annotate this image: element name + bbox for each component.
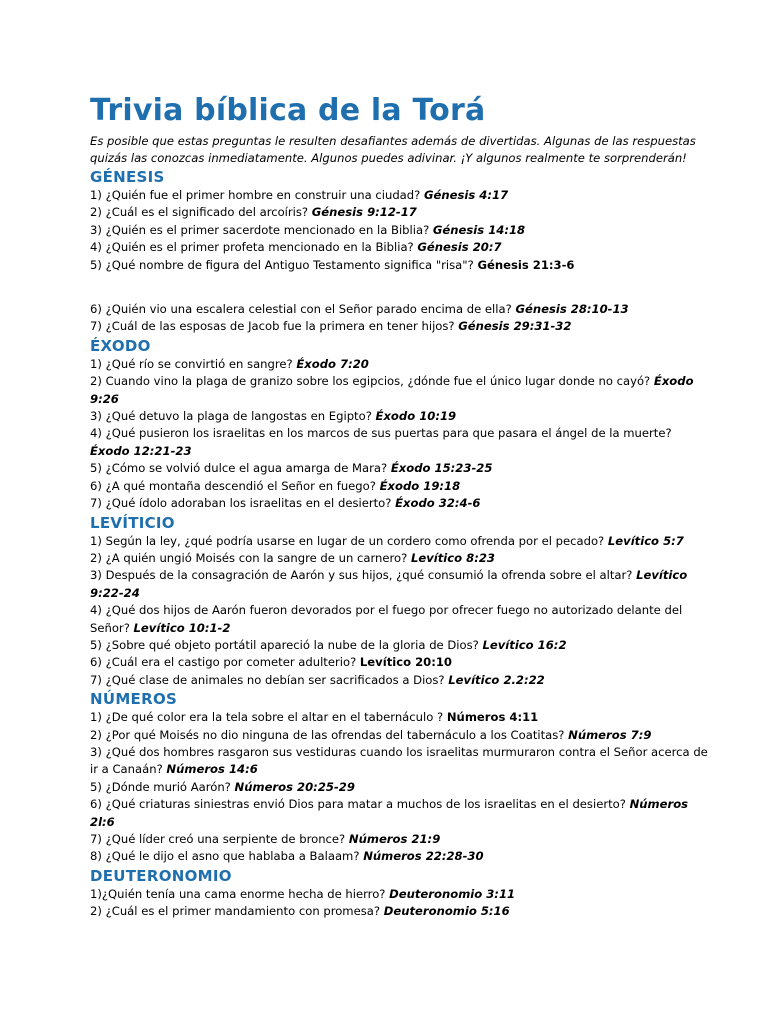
question-item [90,301,708,318]
question-item [90,831,708,848]
question-list-levitico [90,533,708,690]
question-item [90,257,708,274]
section-heading-levitico: LEVÍTICIO [90,513,175,532]
question-item [90,654,708,671]
scripture-reference: Génesis 9:12-17 [311,205,417,220]
question-text: 2) ¿Cuál es el primer mandamiento con promesa? [90,904,384,919]
scripture-reference: Números 14:6 [166,762,258,777]
scripture-reference: Números 21:9 [348,832,441,846]
section-heading-numeros: NÚMEROS [90,690,178,709]
scripture-reference: Números 7:9 [568,727,652,742]
question-item [90,567,708,602]
scripture-reference: Génesis 21:3-6 [477,257,575,272]
question-item [90,204,708,221]
question-item [90,460,708,477]
question-item [90,903,708,920]
question-text: 6) ¿Cuál era el castigo por cometer adulterio? [90,655,360,670]
scripture-reference: Levítico 20:10 [359,655,452,670]
question-item [90,495,708,512]
question-item [90,886,708,903]
scripture-reference: Éxodo 12:21-23 [90,443,192,458]
question-item [90,425,708,460]
document-title: Trivia bíblica de la Torá [90,93,486,128]
scripture-reference: Éxodo 7:20 [296,356,369,371]
scripture-reference: Éxodo 19:18 [379,478,461,493]
question-item [90,796,708,831]
question-item [90,318,708,335]
scripture-reference: Génesis 4:17 [423,188,509,202]
question-text: 6) ¿Qué criaturas siniestras envió Dios para matar a muchos de los israelitas en el desierto? [90,797,630,812]
scripture-reference: Levítico 2.2:22 [448,672,545,687]
question-text: 2) ¿Cuál es el significado del arcoíris? [90,205,312,220]
question-text: 3) ¿Quién es el primer sacerdote mencionado en la Biblia? [90,222,433,237]
question-item [90,848,708,865]
question-text: 2) ¿Por qué Moisés no dio ninguna de las ofrendas del tabernáculo a los Coatitas? [90,727,569,742]
question-text: 5) ¿Sobre qué objeto portátil apareció la nube de la gloria de Dios? [90,637,483,652]
section-heading-exodo: ÉXODO [90,336,151,355]
question-text: 2) Cuando vino la plaga de granizo sobre los egipcios, ¿dónde fue el único lugar donde no cayó? [90,374,654,389]
question-text: 7) ¿Qué clase de animales no debían ser sacrificados a Dios? [90,672,449,687]
question-text: 7) ¿Qué ídolo adoraban los israelitas en el desierto? [90,496,396,511]
question-item [90,239,708,256]
blank-line [90,274,708,301]
scripture-reference: Génesis 14:18 [432,222,526,237]
scripture-reference: Números 2l:6 [90,797,689,829]
question-item [90,744,708,779]
scripture-reference: Éxodo 9:26 [90,374,694,406]
question-item [90,779,708,796]
question-item [90,637,708,654]
question-text: 5) ¿Dónde murió Aarón? [90,779,235,794]
question-item [90,356,708,373]
question-item [90,672,708,689]
question-text: 1) Según la ley, ¿qué podría usarse en lugar de un cordero como ofrenda por el pecado? [90,533,608,548]
question-item [90,373,708,408]
scripture-reference: Números 22:28-30 [363,849,484,864]
scripture-reference: Génesis 29:31-32 [458,319,572,334]
question-text: 1) ¿Quién fue el primer hombre en construir una ciudad? [90,188,424,202]
question-text: 7) ¿Qué líder creó una serpiente de bronce? [90,832,349,846]
question-text: 3) ¿Qué dos hombres rasgaron sus vestiduras cuando los israelitas murmuraron contra el Señor acerca de ir a Canaán? [90,744,708,777]
question-text: 6) ¿A qué montaña descendió el Señor en fuego? [90,478,380,493]
scripture-reference: Deuteronomio 5:16 [383,904,510,919]
question-item [90,478,708,495]
question-text: 1)¿Quién tenía una cama enorme hecha de hierro? [90,886,390,901]
question-item [90,602,708,637]
question-text: 1) ¿Qué río se convirtió en sangre? [90,356,297,371]
question-text: 3) Después de la consagración de Aarón y sus hijos, ¿qué consumió la ofrenda sobre el altar? [90,568,637,583]
scripture-reference: Levítico 16:2 [482,637,567,652]
question-text: 7) ¿Cuál de las esposas de Jacob fue la primera en tener hijos? [90,319,459,334]
question-text: 6) ¿Quién vio una escalera celestial con el Señor parado encima de ella? [90,302,516,317]
question-list-numeros [90,709,708,866]
scripture-reference: Génesis 28:10-13 [515,302,629,317]
question-text: 4) ¿Quién es el primer profeta mencionado en la Biblia? [90,240,418,255]
question-item [90,533,708,550]
question-item [90,187,708,204]
scripture-reference: Números 20:25-29 [234,779,355,794]
question-text: 2) ¿A quién ungió Moisés con la sangre de un carnero? [90,550,411,565]
scripture-reference: Números 4:11 [446,710,539,725]
question-item [90,709,708,726]
scripture-reference: Éxodo 15:23-25 [390,461,493,476]
question-text: 5) ¿Cómo se volvió dulce el agua amarga de Mara? [90,461,391,476]
section-heading-deuteronomio: DEUTERONOMIO [90,866,232,885]
question-text: 4) ¿Qué pusieron los israelitas en los marcos de sus puertas para que pasara el ángel de la muerte? [90,426,672,441]
intro-paragraph: Es posible que estas preguntas le resulten desafiantes además de divertidas. Algunas de las respuestas quizás las conozcas inmediatamente. Algunos puedes adivinar. ¡Y algunos realmente te sorprenderán! [90,134,696,165]
question-text: 3) ¿Qué detuvo la plaga de langostas en Egipto? [90,409,376,424]
scripture-reference: Levítico 10:1-2 [133,620,231,635]
question-list-deuteronomio [90,886,708,921]
question-item [90,408,708,425]
question-item [90,550,708,567]
question-text: 8) ¿Qué le dijo el asno que hablaba a Balaam? [90,849,364,864]
question-list-exodo [90,356,708,513]
scripture-reference: Génesis 20:7 [417,240,502,255]
scripture-reference: Levítico 9:22-24 [90,568,688,600]
question-item [90,222,708,239]
question-text: 5) ¿Qué nombre de figura del Antiguo Testamento significa "risa"? [90,257,478,272]
question-text: 4) ¿Qué dos hijos de Aarón fueron devorados por el fuego por ofrecer fuego no autorizado delante del Señor? [90,603,683,635]
scripture-reference: Levítico 5:7 [607,533,684,548]
scripture-reference: Éxodo 10:19 [375,409,457,424]
scripture-reference: Éxodo 32:4-6 [395,496,481,511]
section-heading-genesis: GÉNESIS [90,168,165,186]
scripture-reference: Levítico 8:23 [410,550,495,565]
question-item [90,727,708,744]
question-text: 1) ¿De qué color era la tela sobre el altar en el tabernáculo ? [90,710,447,725]
scripture-reference: Deuteronomio 3:11 [389,886,516,901]
question-list-genesis [90,187,708,336]
